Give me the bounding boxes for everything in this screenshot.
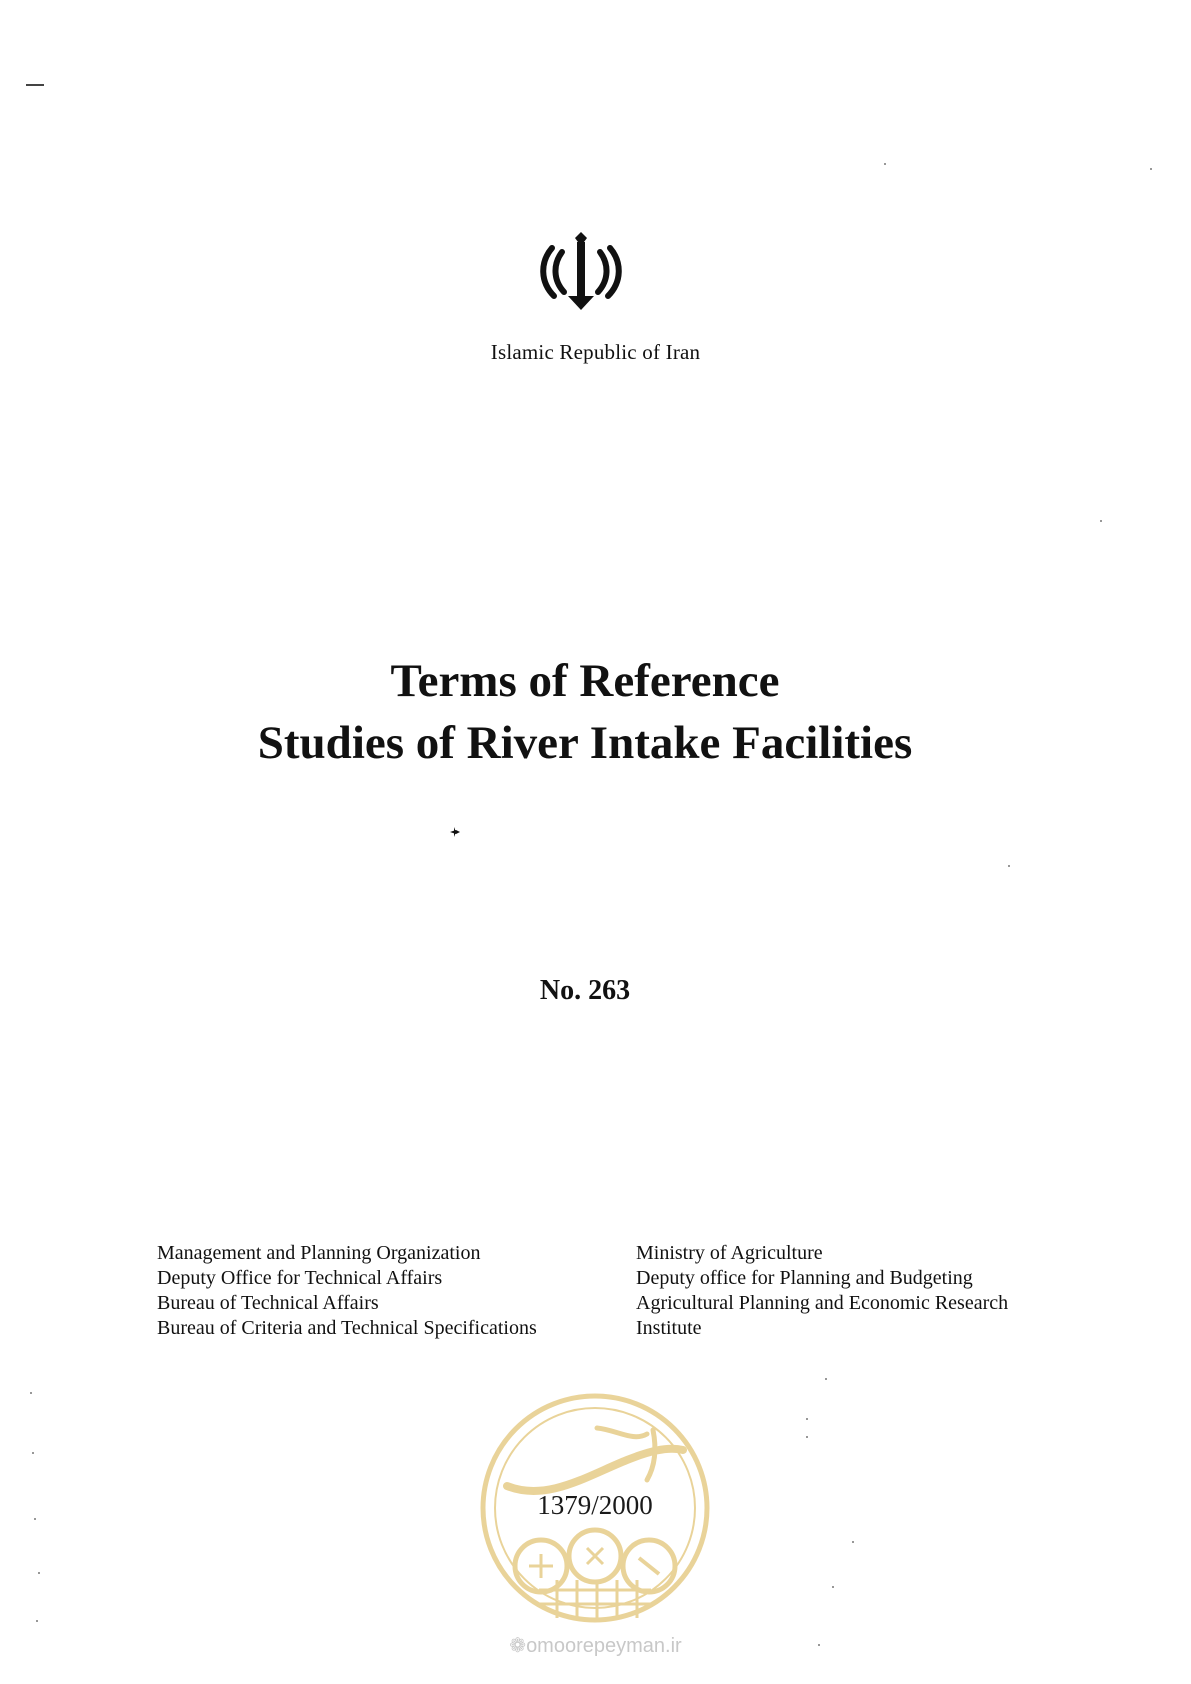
title-line-1: Terms of Reference [390, 655, 780, 707]
scan-speck [832, 1586, 834, 1588]
document-title [0, 650, 1170, 774]
publisher-line: Ministry of Agriculture [636, 1242, 823, 1264]
title-line-2: Studies of River Intake Facilities [257, 717, 913, 769]
publisher-line: Deputy Office for Technical Affairs [157, 1267, 443, 1289]
watermark-text: omoorepeyman.ir [526, 1635, 682, 1657]
national-emblem-icon [538, 232, 624, 312]
publisher-left-column [157, 1241, 537, 1341]
scan-speck [806, 1436, 808, 1438]
scan-speck [34, 1518, 36, 1520]
scan-speck [1150, 168, 1152, 170]
scan-speck [852, 1541, 854, 1543]
bullet-mark-icon [450, 827, 460, 837]
scan-speck [1008, 865, 1010, 867]
scan-speck [806, 1418, 808, 1420]
watermark-logo-icon: ❁ [509, 1635, 527, 1657]
scan-speck [884, 163, 886, 165]
site-watermark [0, 1633, 1191, 1658]
publisher-line: Institute [636, 1317, 702, 1339]
publisher-line: Bureau of Technical Affairs [157, 1292, 379, 1314]
publisher-line: Agricultural Planning and Economic Research [636, 1292, 1009, 1314]
publisher-line: Bureau of Criteria and Technical Specifications [157, 1317, 537, 1339]
publisher-line: Management and Planning Organization [157, 1242, 481, 1264]
scan-speck [825, 1378, 827, 1380]
document-number: No. 263 [539, 975, 631, 1006]
stamp-year: 1379/2000 [537, 1490, 653, 1520]
scan-speck [1100, 520, 1102, 522]
publisher-line: Deputy office for Planning and Budgeting [636, 1267, 973, 1289]
publisher-right-column [636, 1241, 1008, 1341]
scan-speck [32, 1452, 34, 1454]
scan-mark [26, 84, 44, 86]
scan-speck [38, 1572, 40, 1574]
scan-speck [36, 1620, 38, 1622]
scan-speck [30, 1392, 32, 1394]
country-name: Islamic Republic of Iran [490, 340, 701, 364]
